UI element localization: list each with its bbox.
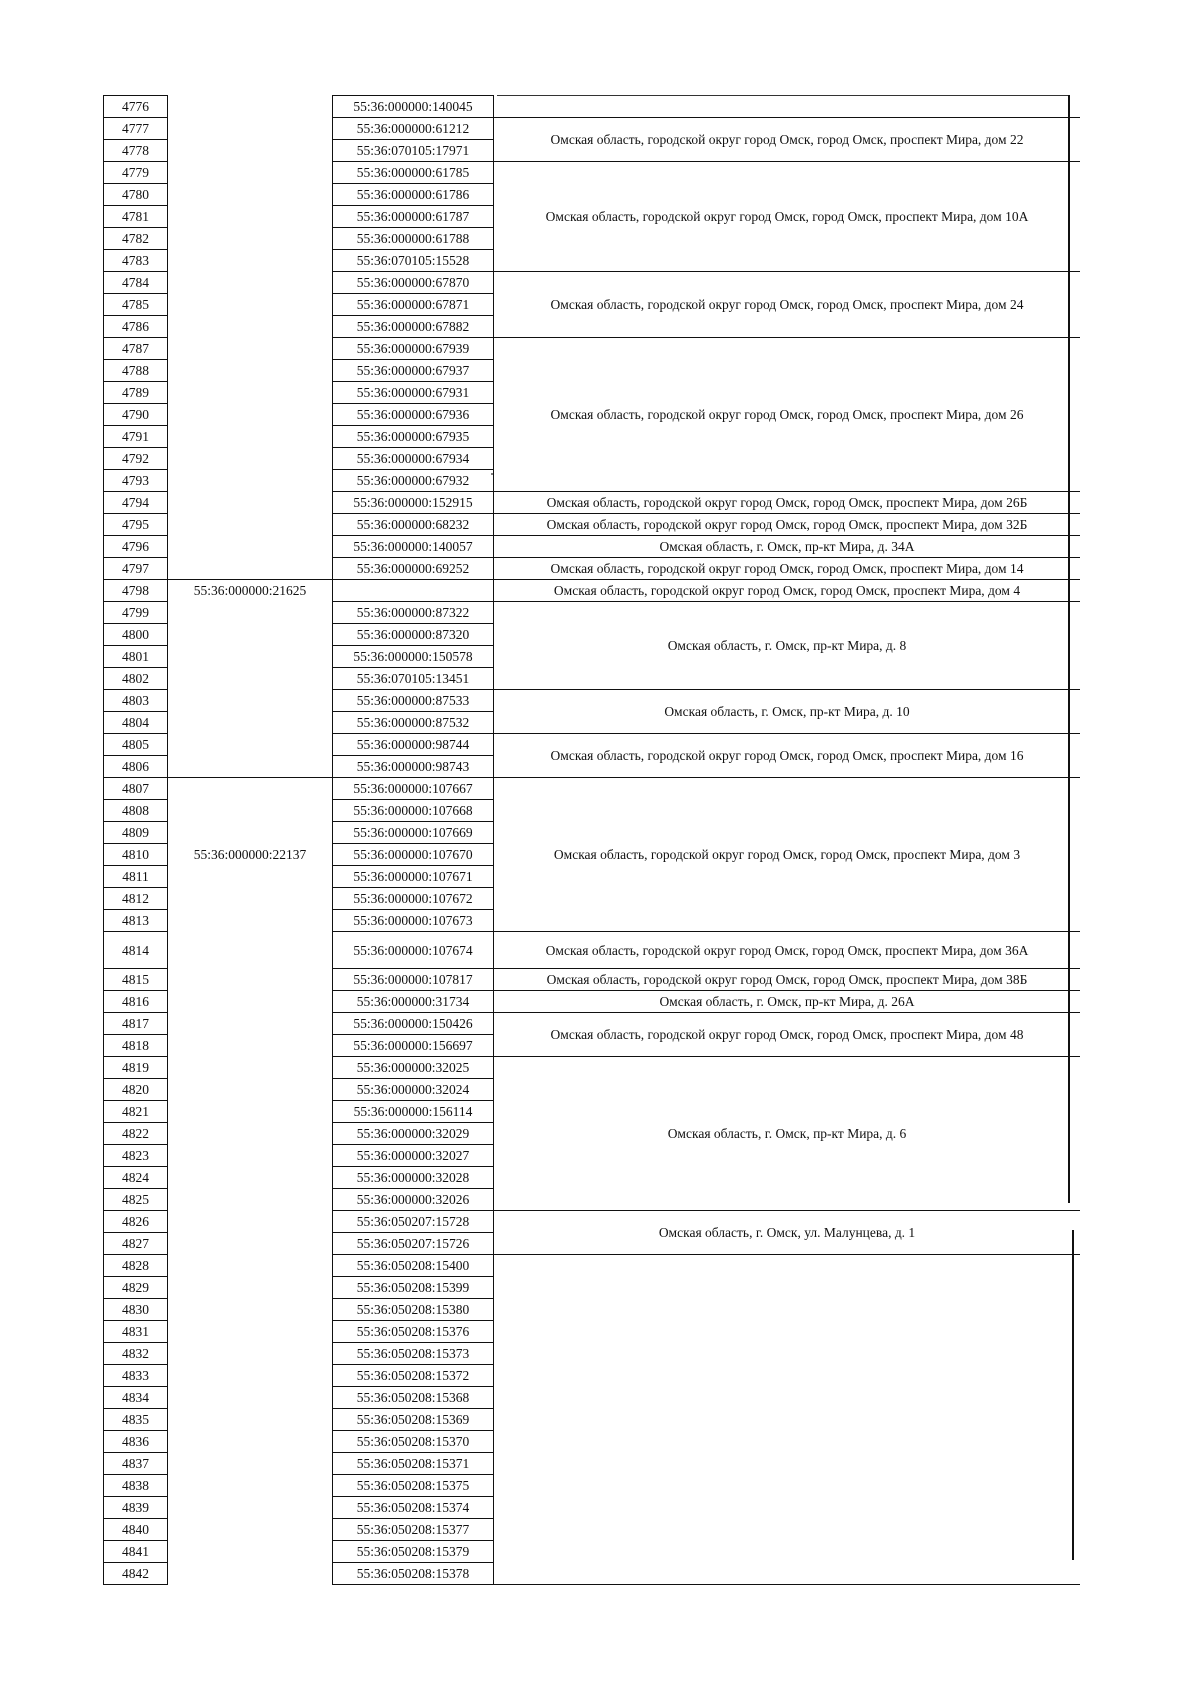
cadastral-number-cell: 55:36:000000:61785 [333,162,494,184]
row-number-cell: 4811 [104,866,168,888]
table-row [104,580,1081,602]
land-plot-cell [168,1079,333,1101]
land-plot-cell [168,1343,333,1365]
land-plot-cell [168,338,333,360]
table-right-border [1068,95,1070,1203]
row-number-cell: 4830 [104,1299,168,1321]
row-number-cell: 4800 [104,624,168,646]
address-cell: Омская область, городской округ город Омск, город Омск, проспект Мира, дом 3 [494,778,1081,932]
land-plot-cell [168,734,333,756]
table-row [104,991,1081,1013]
row-number-cell: 4781 [104,206,168,228]
address-cell: Омская область, городской округ город Омск, город Омск, проспект Мира, дом 16 [494,734,1081,778]
cadastral-number-cell: 55:36:050208:15368 [333,1387,494,1409]
cadastral-number-cell: 55:36:000000:107669 [333,822,494,844]
cadastral-number-cell: 55:36:000000:61212 [333,118,494,140]
table-row [104,338,1081,360]
land-plot-cell [168,426,333,448]
land-plot-cell [168,1497,333,1519]
row-number-cell: 4786 [104,316,168,338]
land-plot-cell [168,184,333,206]
land-plot-cell [168,1057,333,1079]
land-plot-cell [168,96,333,118]
cadastral-number-cell: 55:36:000000:69252 [333,558,494,580]
land-plot-cell [168,932,333,969]
cadastral-number-cell: 55:36:000000:32025 [333,1057,494,1079]
cadastral-number-cell: 55:36:000000:156697 [333,1035,494,1057]
cadastral-number-cell: 55:36:000000:87533 [333,690,494,712]
row-number-cell: 4826 [104,1211,168,1233]
cadastral-number-cell: 55:36:000000:67934 [333,448,494,470]
row-number-cell: 4840 [104,1519,168,1541]
land-plot-cell [168,1453,333,1475]
cadastral-number-cell: 55:36:000000:67871 [333,294,494,316]
cadastral-number-cell: 55:36:050208:15370 [333,1431,494,1453]
row-number-cell: 4820 [104,1079,168,1101]
row-number-cell: 4827 [104,1233,168,1255]
cadastral-number-cell: 55:36:000000:98744 [333,734,494,756]
table-row [104,558,1081,580]
table-row [104,969,1081,991]
cadastral-number-cell: 55:36:000000:67935 [333,426,494,448]
land-plot-cell [168,1233,333,1255]
cadastral-number-cell: 55:36:050208:15379 [333,1541,494,1563]
row-number-cell: 4816 [104,991,168,1013]
address-cell: Омская область, городской округ город Омск, город Омск, проспект Мира, дом 26Б [494,492,1081,514]
cadastral-number-cell: 55:36:000000:61788 [333,228,494,250]
row-number-cell: 4804 [104,712,168,734]
row-number-cell: 4819 [104,1057,168,1079]
row-number-cell: 4832 [104,1343,168,1365]
row-number-cell: 4776 [104,96,168,118]
cadastral-number-cell: 55:36:000000:67882 [333,316,494,338]
row-number-cell: 4795 [104,514,168,536]
table-row [104,1057,1081,1079]
land-plot-cell [168,1167,333,1189]
cadastral-number-cell: 55:36:000000:87532 [333,712,494,734]
cadastral-number-cell: 55:36:000000:32029 [333,1123,494,1145]
row-number-cell: 4782 [104,228,168,250]
row-number-cell: 4817 [104,1013,168,1035]
land-plot-cell [168,228,333,250]
row-number-cell: 4793 [104,470,168,492]
table-row [104,602,1081,624]
address-cell: Омская область, г. Омск, пр-кт Мира, д. 8 [494,602,1081,690]
address-cell: Омская область, городской округ город Омск, город Омск, проспект Мира, дом 32Б [494,514,1081,536]
table-row [104,492,1081,514]
land-plot-cell [168,206,333,228]
land-plot-cell [168,1255,333,1277]
address-cell: Омская область, г. Омск, ул. Малунцева, д. 1 [494,1211,1081,1255]
land-plot-cell [168,1299,333,1321]
cadastral-number-cell: 55:36:000000:107670 [333,844,494,866]
row-number-cell: 4822 [104,1123,168,1145]
land-plot-cell [168,1145,333,1167]
row-number-cell: 4798 [104,580,168,602]
address-cell: Омская область, городской округ город Омск, город Омск, проспект Мира, дом 26 [494,338,1081,492]
address-cell: Омская область, городской округ город Омск, город Омск, проспект Мира, дом 14 [494,558,1081,580]
row-number-cell: 4810 [104,844,168,866]
row-number-cell: 4785 [104,294,168,316]
row-number-cell: 4815 [104,969,168,991]
row-number-cell: 4802 [104,668,168,690]
row-number-cell: 4799 [104,602,168,624]
row-number-cell: 4838 [104,1475,168,1497]
cadastral-number-cell: 55:36:000000:107817 [333,969,494,991]
land-plot-cell [168,1541,333,1563]
land-plot-cell [168,514,333,536]
row-number-cell: 4794 [104,492,168,514]
land-plot-cell [168,162,333,184]
land-plot-cell [168,140,333,162]
row-number-cell: 4841 [104,1541,168,1563]
row-number-cell: 4836 [104,1431,168,1453]
address-cell: Омская область, городской округ город Омск, город Омск, проспект Мира, дом 38Б [494,969,1081,991]
address-cell: Омская область, г. Омск, пр-кт Мира, д. 26А [494,991,1081,1013]
land-plot-cell [168,602,333,624]
land-plot-cell [168,492,333,514]
row-number-cell: 4842 [104,1563,168,1585]
land-plot-cell [168,1519,333,1541]
land-plot-cell [168,404,333,426]
row-number-cell: 4839 [104,1497,168,1519]
table-row [104,690,1081,712]
row-number-cell: 4787 [104,338,168,360]
table-row [104,1013,1081,1035]
row-number-cell: 4783 [104,250,168,272]
land-plot-cell [168,1321,333,1343]
land-plot-cell [168,1277,333,1299]
cadastral-number-cell: 55:36:000000:107671 [333,866,494,888]
land-plot-cell [168,991,333,1013]
land-plot-cell [168,1189,333,1211]
cadastral-number-cell: 55:36:000000:67937 [333,360,494,382]
cadastral-number-cell: 55:36:000000:61786 [333,184,494,206]
address-cell: Омская область, городской округ город Омск, город Омск, проспект Мира, дом 10А [494,162,1081,272]
land-plot-cell [168,1563,333,1585]
land-plot-cell [168,536,333,558]
land-plot-cell [168,448,333,470]
cadastral-number-cell: 55:36:000000:32024 [333,1079,494,1101]
table-row [104,272,1081,294]
address-cell: Омская область, городской округ город Омск, город Омск, проспект Мира, дом 4 [494,580,1081,602]
table-row [104,734,1081,756]
row-number-cell: 4824 [104,1167,168,1189]
land-plot-cell [168,272,333,294]
address-cell: Омская область, г. Омск, пр-кт Мира, д. 6 [494,1057,1081,1211]
table-row [104,162,1081,184]
land-plot-cell [168,1123,333,1145]
address-cell [494,1255,1081,1585]
cadastral-number-cell: 55:36:050208:15378 [333,1563,494,1585]
table-row [104,778,1081,800]
cadastral-number-cell: 55:36:070105:15528 [333,250,494,272]
cadastral-number-cell: 55:36:000000:156114 [333,1101,494,1123]
land-plot-cell [168,624,333,646]
cadastral-table-body [104,96,1081,1585]
row-number-cell: 4788 [104,360,168,382]
land-plot-cell [168,646,333,668]
table-row [104,1255,1081,1277]
row-number-cell: 4814 [104,932,168,969]
row-number-cell: 4792 [104,448,168,470]
row-number-cell: 4807 [104,778,168,800]
cadastral-number-cell: 55:36:000000:107667 [333,778,494,800]
cadastral-number-cell: 55:36:050208:15371 [333,1453,494,1475]
land-plot-cell [168,756,333,778]
land-plot-cell [168,1409,333,1431]
cadastral-number-cell: 55:36:000000:32027 [333,1145,494,1167]
cadastral-number-cell: 55:36:000000:140057 [333,536,494,558]
row-number-cell: 4808 [104,800,168,822]
row-number-cell: 4778 [104,140,168,162]
cadastral-number-cell: 55:36:000000:150426 [333,1013,494,1035]
land-plot-cell [168,1431,333,1453]
land-plot-cell [168,470,333,492]
cadastral-number-cell: 55:36:000000:67870 [333,272,494,294]
row-number-cell: 4834 [104,1387,168,1409]
table-row [104,514,1081,536]
table-row [104,1211,1081,1233]
row-number-cell: 4813 [104,910,168,932]
land-plot-cell [168,1365,333,1387]
row-number-cell: 4823 [104,1145,168,1167]
row-number-cell: 4790 [104,404,168,426]
cadastral-number-cell [333,580,494,602]
row-number-cell: 4777 [104,118,168,140]
cadastral-number-cell: 55:36:000000:87322 [333,602,494,624]
row-number-cell: 4812 [104,888,168,910]
cadastral-number-cell: 55:36:070105:17971 [333,140,494,162]
row-number-cell: 4797 [104,558,168,580]
cadastral-number-cell: 55:36:000000:31734 [333,991,494,1013]
row-number-cell: 4825 [104,1189,168,1211]
cadastral-number-cell: 55:36:000000:67932 [333,470,494,492]
cadastral-number-cell: 55:36:050208:15399 [333,1277,494,1299]
cadastral-number-cell: 55:36:050208:15373 [333,1343,494,1365]
cadastral-number-cell: 55:36:000000:32028 [333,1167,494,1189]
row-number-cell: 4828 [104,1255,168,1277]
cadastral-number-cell: 55:36:000000:32026 [333,1189,494,1211]
land-plot-cell [168,1387,333,1409]
address-cell: Омская область, городской округ город Омск, город Омск, проспект Мира, дом 22 [494,118,1081,162]
row-number-cell: 4801 [104,646,168,668]
row-number-cell: 4821 [104,1101,168,1123]
cadastral-number-cell: 55:36:050208:15377 [333,1519,494,1541]
cadastral-number-cell: 55:36:050207:15726 [333,1233,494,1255]
row-number-cell: 4806 [104,756,168,778]
land-plot-cell [168,969,333,991]
cadastral-number-cell: 55:36:000000:68232 [333,514,494,536]
land-plot-cell [168,316,333,338]
land-plot-cell [168,360,333,382]
row-number-cell: 4809 [104,822,168,844]
land-plot-cell [168,1035,333,1057]
land-plot-cell: 55:36:000000:22137 [168,778,333,932]
land-plot-cell [168,1101,333,1123]
cadastral-number-cell: 55:36:050208:15372 [333,1365,494,1387]
land-plot-cell [168,558,333,580]
land-plot-cell [168,668,333,690]
land-plot-cell: 55:36:000000:21625 [168,580,333,602]
table-row [104,932,1081,969]
address-cell: Омская область, городской округ город Омск, город Омск, проспект Мира, дом 24 [494,272,1081,338]
cadastral-number-cell: 55:36:000000:61787 [333,206,494,228]
table-row [104,96,1081,118]
row-number-cell: 4791 [104,426,168,448]
row-number-cell: 4805 [104,734,168,756]
row-number-cell: 4796 [104,536,168,558]
land-plot-cell [168,382,333,404]
address-cell [494,96,1081,118]
cadastral-number-cell: 55:36:000000:98743 [333,756,494,778]
cadastral-number-cell: 55:36:050208:15376 [333,1321,494,1343]
cadastral-number-cell: 55:36:000000:67936 [333,404,494,426]
scan-speck [491,473,493,475]
land-plot-cell [168,1211,333,1233]
table-row [104,536,1081,558]
address-cell: Омская область, г. Омск, пр-кт Мира, д. 10 [494,690,1081,734]
row-number-cell: 4833 [104,1365,168,1387]
row-number-cell: 4831 [104,1321,168,1343]
cadastral-number-cell: 55:36:000000:152915 [333,492,494,514]
table-row [104,118,1081,140]
cadastral-number-cell: 55:36:000000:67931 [333,382,494,404]
cadastral-table [103,95,1080,1585]
cadastral-number-cell: 55:36:000000:140045 [333,96,494,118]
land-plot-cell [168,1475,333,1497]
table-right-border-lower [1072,1230,1074,1560]
land-plot-cell [168,712,333,734]
cadastral-number-cell: 55:36:000000:107674 [333,932,494,969]
land-plot-cell [168,690,333,712]
row-number-cell: 4837 [104,1453,168,1475]
land-plot-cell [168,1013,333,1035]
row-number-cell: 4779 [104,162,168,184]
land-plot-cell [168,250,333,272]
cadastral-number-cell: 55:36:050208:15369 [333,1409,494,1431]
row-number-cell: 4835 [104,1409,168,1431]
address-cell: Омская область, городской округ город Омск, город Омск, проспект Мира, дом 36А [494,932,1081,969]
cadastral-number-cell: 55:36:000000:107672 [333,888,494,910]
cadastral-number-cell: 55:36:000000:67939 [333,338,494,360]
row-number-cell: 4829 [104,1277,168,1299]
cadastral-number-cell: 55:36:000000:150578 [333,646,494,668]
cadastral-number-cell: 55:36:050208:15374 [333,1497,494,1519]
cadastral-number-cell: 55:36:070105:13451 [333,668,494,690]
cadastral-number-cell: 55:36:000000:107673 [333,910,494,932]
land-plot-cell [168,118,333,140]
row-number-cell: 4780 [104,184,168,206]
land-plot-cell [168,294,333,316]
cadastral-number-cell: 55:36:000000:87320 [333,624,494,646]
row-number-cell: 4803 [104,690,168,712]
cadastral-number-cell: 55:36:050208:15400 [333,1255,494,1277]
cadastral-number-cell: 55:36:050208:15380 [333,1299,494,1321]
cadastral-number-cell: 55:36:050207:15728 [333,1211,494,1233]
row-number-cell: 4818 [104,1035,168,1057]
address-cell: Омская область, г. Омск, пр-кт Мира, д. 34А [494,536,1081,558]
row-number-cell: 4789 [104,382,168,404]
address-cell: Омская область, городской округ город Омск, город Омск, проспект Мира, дом 48 [494,1013,1081,1057]
row-number-cell: 4784 [104,272,168,294]
cadastral-number-cell: 55:36:050208:15375 [333,1475,494,1497]
cadastral-number-cell: 55:36:000000:107668 [333,800,494,822]
